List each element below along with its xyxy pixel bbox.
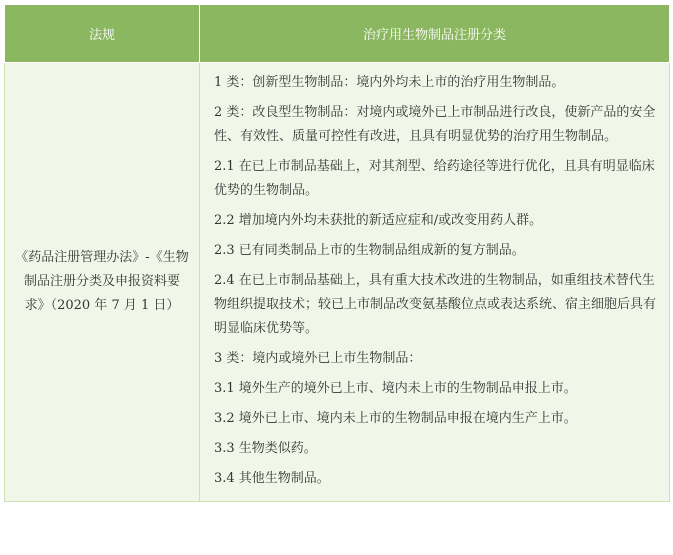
class-2: 2 类：改良型生物制品：对境内或境外已上市制品进行改良，使新产品的安全性、有效性、质量可控性有改进，且具有明显优势的治疗用生物制品。 bbox=[214, 105, 656, 144]
class-2-4: 2.4 在已上市制品基础上，具有重大技术改进的生物制品，如重组技术替代生物组织提取技术；较已上市制品改变氨基酸位点或表达系统、宿主细胞后具有明显临床优势等。 bbox=[214, 273, 657, 336]
class-2-1: 2.1 在已上市制品基础上，对其剂型、给药途径等进行优化，且具有明显临床优势的生物制品。 bbox=[214, 159, 655, 198]
header-classification: 治疗用生物制品注册分类 bbox=[200, 5, 670, 63]
header-regulation: 法规 bbox=[5, 5, 200, 63]
class-3: 3 类：境内或境外已上市生物制品： bbox=[214, 351, 422, 366]
class-2-3: 2.3 已有同类制品上市的生物制品组成新的复方制品。 bbox=[214, 243, 525, 258]
class-2-2: 2.2 增加境内外均未获批的新适应症和/或改变用药人群。 bbox=[214, 213, 543, 228]
regulation-cell: 《药品注册管理办法》-《生物制品注册分类及申报资料要求》（2020 年 7 月 1 日） bbox=[5, 63, 200, 502]
table-header-row bbox=[5, 5, 670, 63]
class-3-3: 3.3 生物类似药。 bbox=[214, 441, 317, 456]
class-3-1: 3.1 境外生产的境外已上市、境内未上市的生物制品申报上市。 bbox=[214, 381, 577, 396]
registration-classification-table bbox=[4, 4, 670, 502]
class-3-4: 3.4 其他生物制品。 bbox=[214, 471, 330, 486]
table-row bbox=[5, 63, 670, 502]
classification-cell bbox=[200, 63, 670, 502]
class-3-2: 3.2 境外已上市、境内未上市的生物制品申报在境内生产上市。 bbox=[214, 411, 577, 426]
class-1: 1 类：创新型生物制品：境内外均未上市的治疗用生物制品。 bbox=[214, 75, 565, 90]
